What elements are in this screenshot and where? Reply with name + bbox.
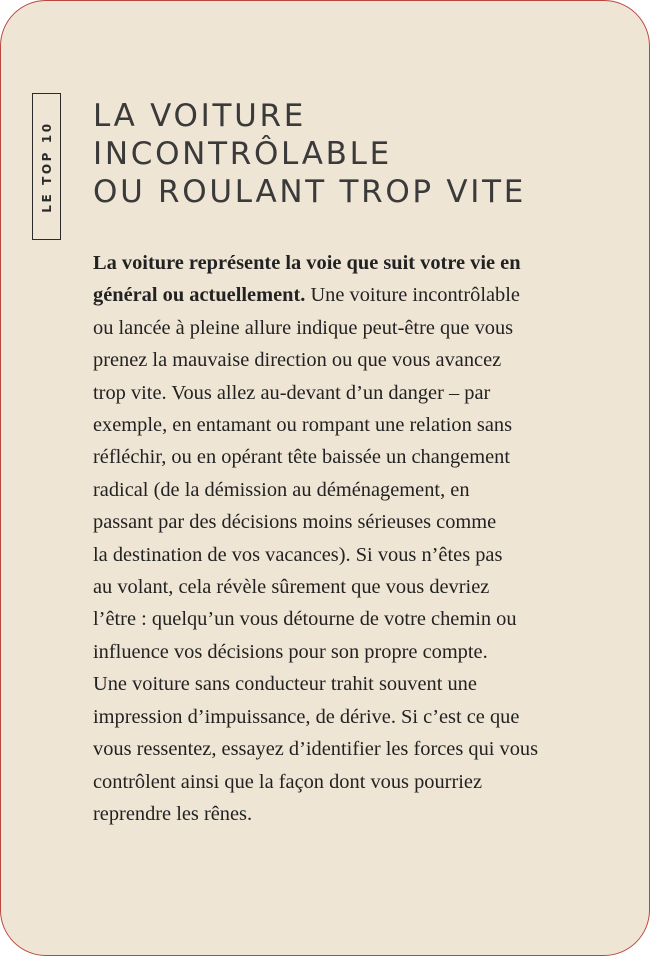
body-line [93,506,613,538]
body-line [93,247,613,279]
body-line [93,377,613,409]
body-line [93,636,613,668]
body-line-text: Une voiture sans conducteur trahit souvent une [93,673,477,696]
body-line-text: exemple, en entamant ou rompant une relation sans [93,414,513,437]
body-line-text: la destination de vos vacances). Si vous n’êtes pas [93,543,503,566]
body-paragraph [93,247,613,830]
body-line-text: passant par des décisions moins sérieuses comme [93,511,497,534]
side-tab [32,93,61,240]
body-line [93,668,613,700]
title-line: LA VOITURE [93,98,306,134]
body-line-bold: La voiture représente la voie que suit votre vie en [93,252,521,274]
body-line-text: impression d’impuissance, de dérive. Si c’est ce que [93,705,520,728]
title-line: INCONTRÔLABLE [93,136,392,172]
body-line-text: contrôlent ainsi que la façon dont vous pourriez [93,770,483,793]
body-line [93,571,613,603]
body-line-text: radical (de la démission au déménagement, en [93,478,470,501]
body-line-text: reprendre les rênes. [93,802,253,825]
body-line [93,766,613,798]
body-line-text: l’être : quelqu’un vous détourne de votre chemin ou [93,608,517,631]
body-line [93,539,613,571]
body-line-text: Une voiture incontrôlable [305,284,520,307]
body-line [93,344,613,376]
body-line [93,279,613,311]
title-line: OU ROULANT TROP VITE [93,174,527,210]
body-line [93,701,613,733]
side-tab-label: LE TOP 10 [39,120,54,213]
body-line-text: ou lancée à pleine allure indique peut-être que vous [93,316,514,339]
body-line [93,312,613,344]
body-line-text: au volant, cela révèle sûrement que vous devriez [93,576,490,599]
body-line-text: vous ressentez, essayez d’identifier les forces qui vous [93,738,539,761]
body-line-text: trop vite. Vous allez au-devant d’un danger – par [93,381,491,404]
body-line-bold: général ou actuellement. [93,284,306,307]
page-title [93,97,526,211]
body-line [93,441,613,473]
body-line [93,798,613,830]
body-line-text: prenez la mauvaise direction ou que vous avancez [93,349,502,372]
body-line-text: influence vos décisions pour son propre compte. [93,640,488,663]
body-line [93,603,613,635]
body-line-text: réfléchir, ou en opérant tête baissée un changement [93,446,511,469]
body-line [93,733,613,765]
body-line [93,409,613,441]
body-line [93,474,613,506]
